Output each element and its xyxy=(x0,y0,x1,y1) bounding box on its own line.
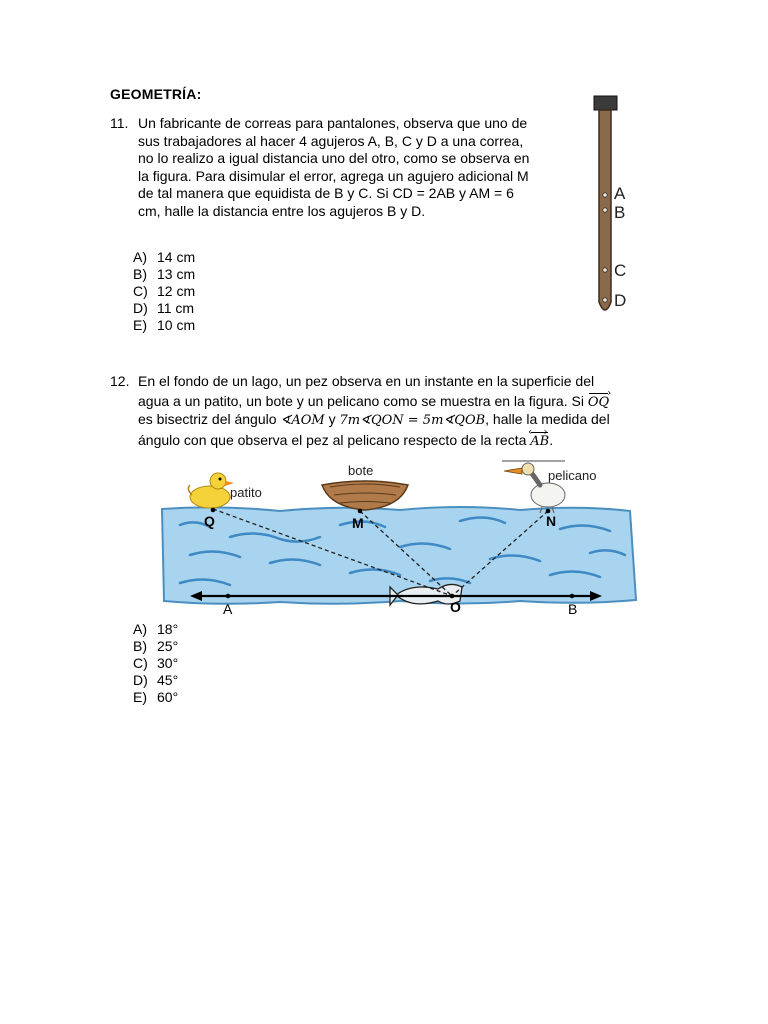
boat-icon xyxy=(322,481,408,510)
belt-label-a: A xyxy=(614,184,626,203)
belt-buckle xyxy=(594,96,617,110)
q11-line: no lo realizo a igual distancia uno del otro, como se observa en xyxy=(138,150,530,167)
q12-line: agua a un patito, un bote y un pelicano como se muestra en la figura. Si OQ › xyxy=(138,391,668,412)
q11-number: 11. xyxy=(110,115,129,131)
q12-line: es bisectriz del ángulo ∢AOM y 7m∢QON = 5m∢QOB, halle la medida del xyxy=(138,411,610,429)
label-bote: bote xyxy=(348,463,374,478)
q11-option-e[interactable]: E) 10 cm xyxy=(133,317,196,333)
label-q: Q xyxy=(204,513,215,529)
label-patito: patito xyxy=(230,485,262,500)
point-b xyxy=(570,594,575,599)
lake-figure xyxy=(160,455,640,620)
label-pelicano: pelicano xyxy=(548,468,597,483)
q11-text xyxy=(138,115,578,221)
q12-options xyxy=(133,621,178,706)
point-q xyxy=(211,508,216,513)
label-b: B xyxy=(568,601,578,617)
belt-label-b: B xyxy=(614,203,626,222)
point-m xyxy=(358,509,363,514)
q12-text xyxy=(138,373,668,450)
label-a: A xyxy=(223,601,233,617)
q11-line: sus trabajadores al hacer 4 agujeros A, B, C y D a una correa, xyxy=(138,132,524,149)
q11-line: de tal manera que equidista de B y C. Si CD = 2AB y AM = 6 xyxy=(138,185,514,202)
q12-number: 12. xyxy=(110,373,130,389)
q12-line: ángulo con que observa el pez al pelicano respecto de la recta AB ‹ ›. xyxy=(138,430,668,451)
q11-option-b[interactable]: B) 13 cm xyxy=(133,266,196,282)
q12-option-e[interactable]: E) 60° xyxy=(133,689,179,705)
q12-option-b[interactable]: B) 25° xyxy=(133,638,179,654)
q12-option-c[interactable]: C) 30° xyxy=(133,655,179,671)
belt-hole-c xyxy=(603,268,607,272)
vector-oq: OQ › xyxy=(588,391,609,412)
q11-line: Un fabricante de correas para pantalones, observa que uno de xyxy=(138,115,528,131)
belt-label-d: D xyxy=(614,291,627,310)
line-ab: AB ‹ › xyxy=(530,430,549,451)
q11-option-a[interactable]: A) 14 cm xyxy=(133,249,196,265)
label-m: M xyxy=(352,515,364,531)
point-a xyxy=(226,594,231,599)
q12-option-a[interactable]: A) 18° xyxy=(133,621,179,637)
q11-line: cm, halle la distancia entre los agujeros B y D. xyxy=(138,202,426,219)
q11-options xyxy=(133,249,195,334)
belt-hole-a xyxy=(603,193,607,197)
section-heading: GEOMETRÍA: xyxy=(110,86,202,102)
label-n: N xyxy=(546,513,557,529)
q11-option-c[interactable]: C) 12 cm xyxy=(133,283,196,299)
duck-icon xyxy=(188,473,234,508)
q11-option-d[interactable]: D) 11 cm xyxy=(133,300,195,316)
q11-line: la figura. Para disimular el error, agrega un agujero adicional M xyxy=(138,167,529,184)
point-o xyxy=(450,594,455,599)
q12-option-d[interactable]: D) 45° xyxy=(133,672,179,688)
belt-hole-d xyxy=(603,298,607,302)
belt-hole-b xyxy=(603,208,607,212)
belt-label-c: C xyxy=(614,261,627,280)
angle-aom: ∢AOM xyxy=(280,413,325,429)
q12-line: En el fondo de un lago, un pez observa en un instante en la superficie del xyxy=(138,373,595,389)
label-o: O xyxy=(450,599,461,615)
angle-equation: 7m∢QON = 5m∢QOB xyxy=(339,413,486,429)
